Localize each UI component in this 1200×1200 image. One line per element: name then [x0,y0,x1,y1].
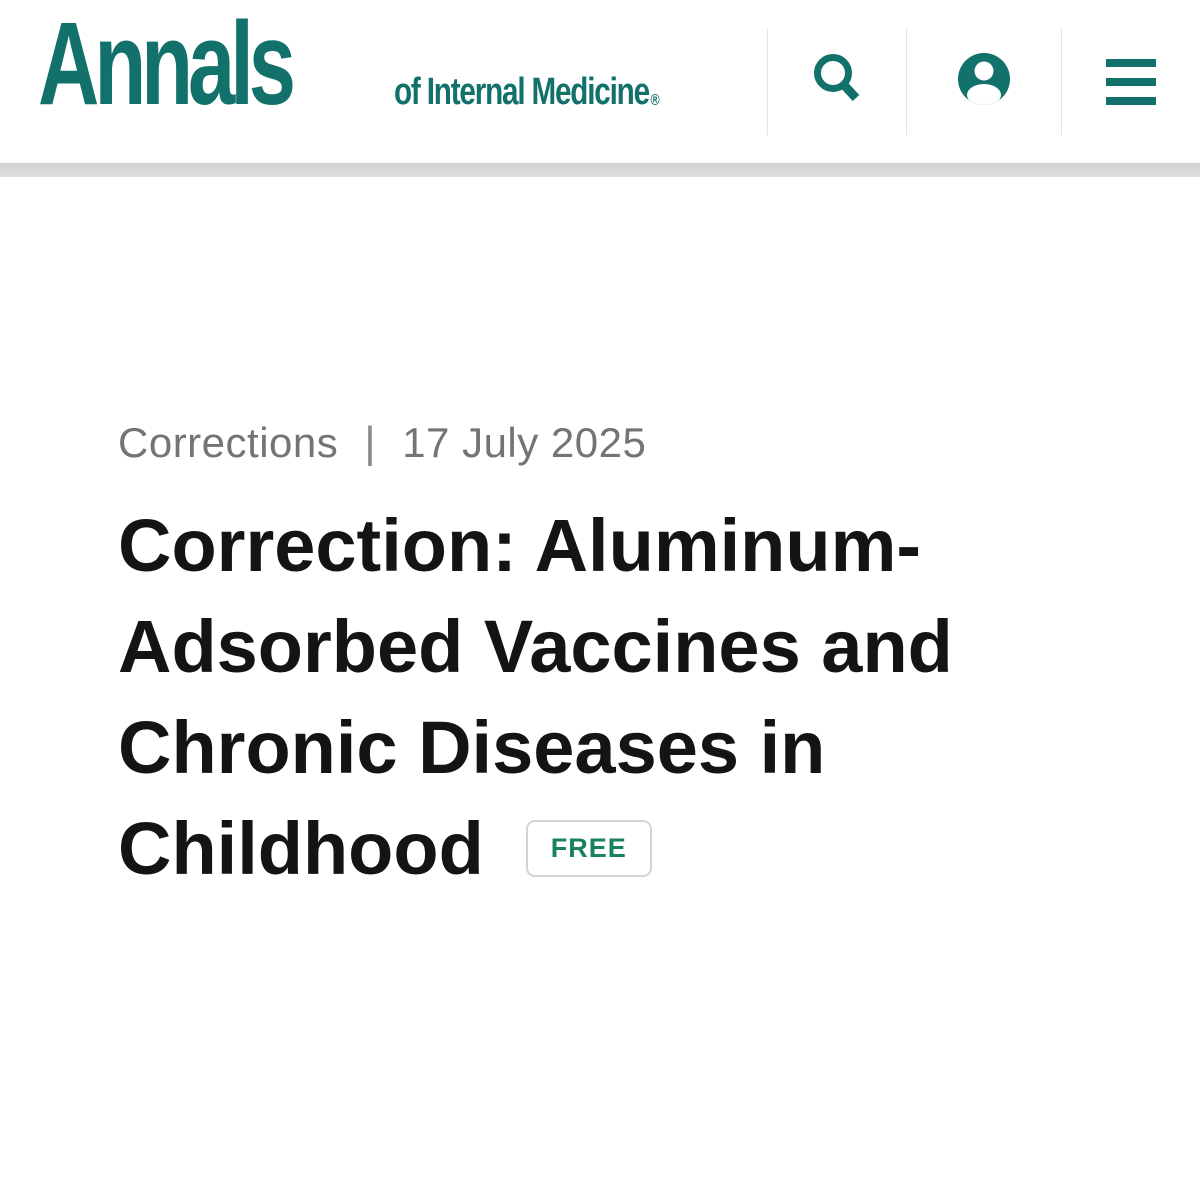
article-main [0,177,1200,899]
header-shadow-band [0,163,1200,177]
search-button[interactable] [767,28,906,135]
search-icon [808,50,866,113]
menu-button[interactable] [1061,28,1200,135]
free-access-badge: FREE [526,820,652,877]
account-button[interactable] [906,28,1061,135]
article-meta [118,417,1080,469]
article-title [118,495,1080,899]
article-category-link[interactable]: Corrections [118,419,339,466]
article-title-line: Adsorbed Vaccines and [118,605,953,688]
article-date: 17 July 2025 [402,419,647,466]
journal-logo[interactable] [38,0,733,130]
registered-trademark-symbol: ® [650,92,660,109]
article-title-last-line [118,798,1080,899]
article-title-line: Chronic Diseases in [118,706,826,789]
journal-logo-subtitle: of Internal Medicine [393,71,649,113]
article-title-line: Childhood [118,807,484,890]
meta-separator: | [364,418,377,467]
header-actions [767,28,1200,135]
site-header [0,0,1200,163]
article-title-line: Correction: Aluminum- [118,504,922,587]
account-icon [956,51,1012,112]
journal-logo-name: Annals [38,0,292,130]
hamburger-menu-icon [1106,59,1156,105]
